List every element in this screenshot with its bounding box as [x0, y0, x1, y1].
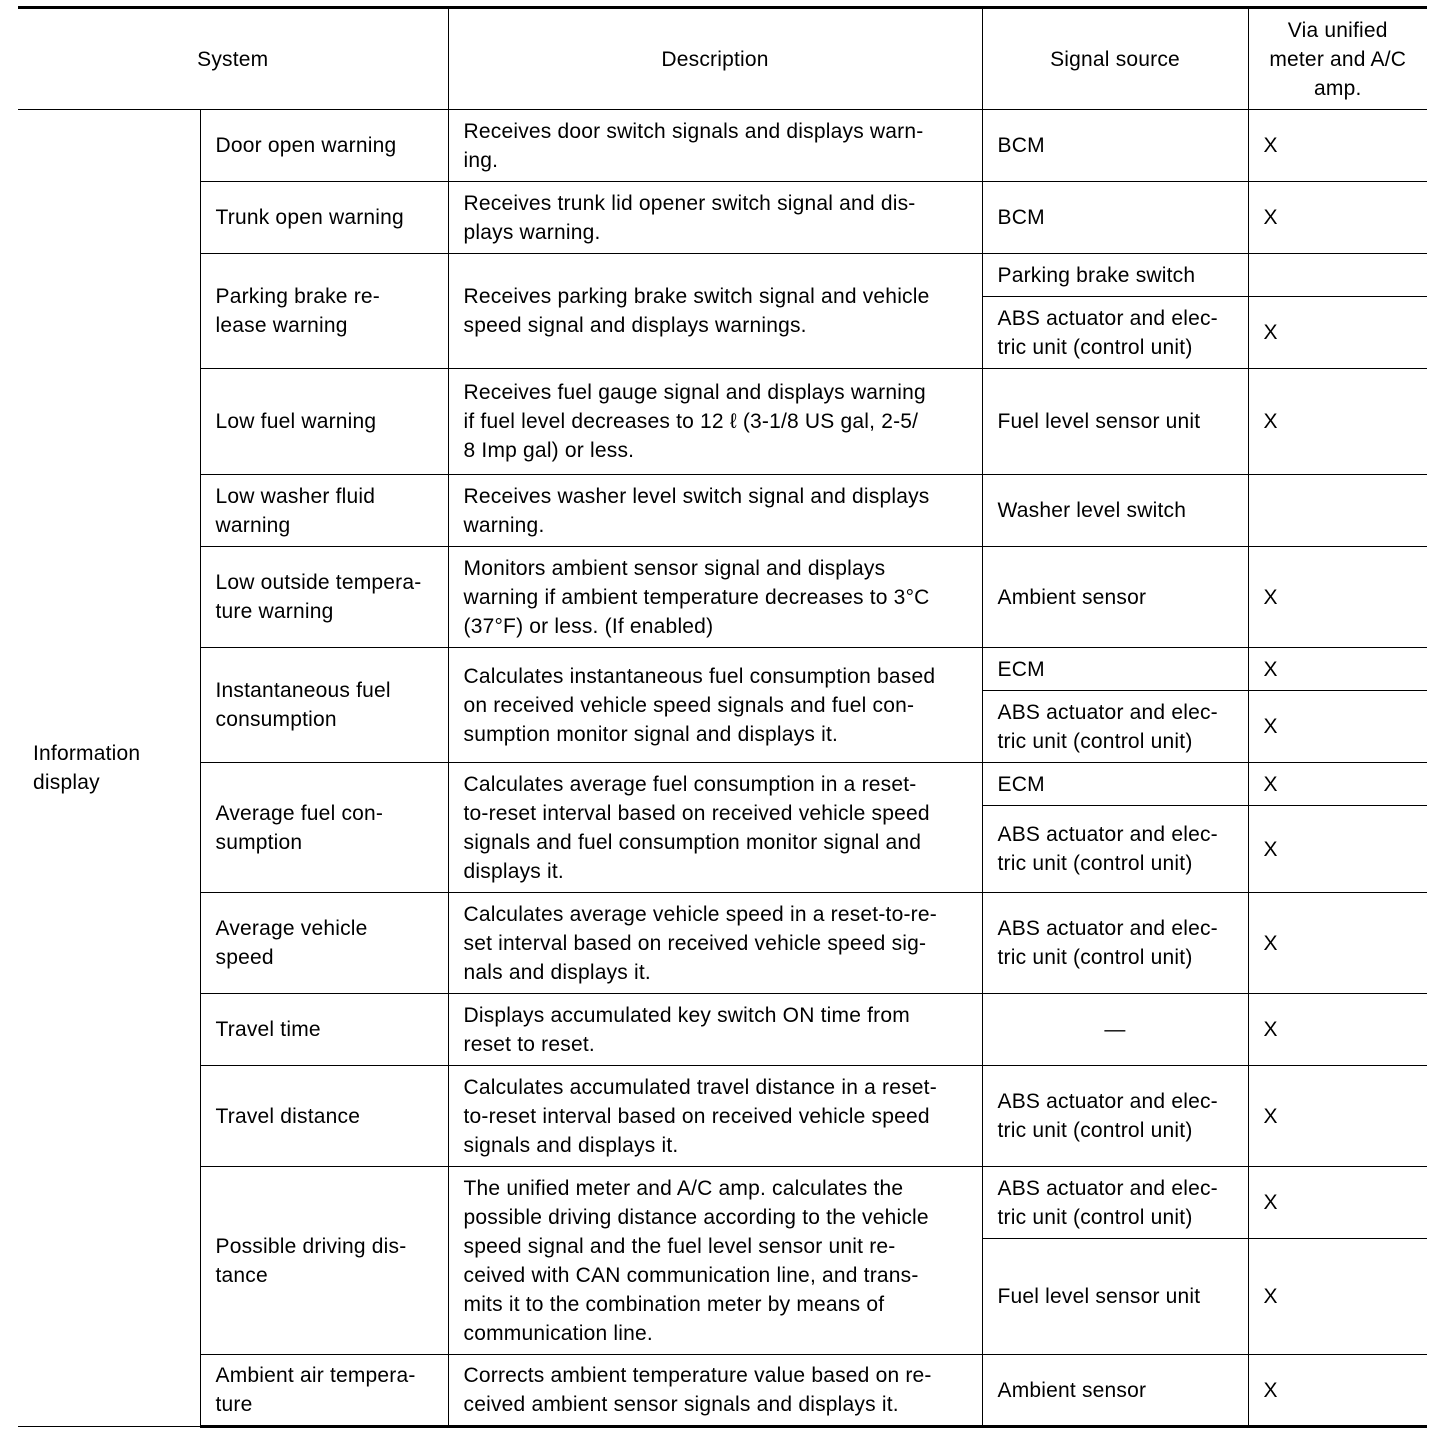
- system-item-description: Receives fuel gauge signal and displays warning if fuel level decreases to 12 ℓ (3-1/8 US gal, 2-5/ 8 Imp gal) or less.: [448, 369, 982, 475]
- system-item-description: Receives door switch signals and displays warn- ing.: [448, 110, 982, 182]
- signal-source: ABS actuator and elec- tric unit (control unit): [982, 1066, 1248, 1167]
- signal-source: ECM: [982, 648, 1248, 691]
- system-item-description: Receives trunk lid opener switch signal and dis- plays warning.: [448, 182, 982, 254]
- table-row: [18, 1167, 1427, 1239]
- system-item-name: Possible driving dis- tance: [200, 1167, 448, 1355]
- header-via-unified-meter: Via unified meter and A/C amp.: [1248, 8, 1427, 110]
- system-item-description: Calculates average vehicle speed in a reset-to-re- set interval based on received vehicle speed sig- nals and displays it.: [448, 893, 982, 994]
- signal-source: BCM: [982, 182, 1248, 254]
- via-unified-meter-mark: X: [1248, 893, 1427, 994]
- via-unified-meter-mark: X: [1248, 369, 1427, 475]
- signal-source: Fuel level sensor unit: [982, 369, 1248, 475]
- signal-source: Ambient sensor: [982, 1355, 1248, 1427]
- signal-source: Washer level switch: [982, 475, 1248, 547]
- via-unified-meter-mark: X: [1248, 547, 1427, 648]
- system-item-name: Door open warning: [200, 110, 448, 182]
- system-item-name: Low outside tempera- ture warning: [200, 547, 448, 648]
- via-unified-meter-mark: X: [1248, 1355, 1427, 1427]
- table-row: [18, 254, 1427, 297]
- signal-source: ABS actuator and elec- tric unit (control unit): [982, 297, 1248, 369]
- table-body: [18, 110, 1427, 1427]
- via-unified-meter-mark: X: [1248, 691, 1427, 763]
- via-unified-meter-mark: X: [1248, 1239, 1427, 1355]
- via-unified-meter-mark: X: [1248, 994, 1427, 1066]
- table-row: [18, 648, 1427, 691]
- table-row: [18, 763, 1427, 806]
- signal-source: BCM: [982, 110, 1248, 182]
- system-item-name: Travel distance: [200, 1066, 448, 1167]
- via-unified-meter-mark: [1248, 254, 1427, 297]
- via-unified-meter-mark: X: [1248, 806, 1427, 893]
- system-item-name: Low fuel warning: [200, 369, 448, 475]
- via-unified-meter-mark: X: [1248, 297, 1427, 369]
- signal-source: Fuel level sensor unit: [982, 1239, 1248, 1355]
- information-display-table: [18, 6, 1427, 1428]
- system-item-description: Receives washer level switch signal and displays warning.: [448, 475, 982, 547]
- system-item-name: Average vehicle speed: [200, 893, 448, 994]
- system-item-description: The unified meter and A/C amp. calculates the possible driving distance according to the vehicle speed signal and the fuel level sensor unit re- ceived with CAN communication line, and trans- mits it to the combination meter by means of communication line.: [448, 1167, 982, 1355]
- via-unified-meter-mark: X: [1248, 1167, 1427, 1239]
- table-row: [18, 110, 1427, 182]
- system-item-description: Calculates instantaneous fuel consumption based on received vehicle speed signals and fuel con- sumption monitor signal and displays it.: [448, 648, 982, 763]
- system-item-description: Calculates average fuel consumption in a reset- to-reset interval based on received vehicle speed signals and fuel consumption monitor signal and displays it.: [448, 763, 982, 893]
- signal-source: —: [982, 994, 1248, 1066]
- system-item-name: Ambient air tempera- ture: [200, 1355, 448, 1427]
- system-item-name: Travel time: [200, 994, 448, 1066]
- table-row: [18, 1355, 1427, 1427]
- system-item-description: Corrects ambient temperature value based on re- ceived ambient sensor signals and displays it.: [448, 1355, 982, 1427]
- group-label: Information display: [18, 110, 200, 1427]
- signal-source: ABS actuator and elec- tric unit (control unit): [982, 1167, 1248, 1239]
- signal-source: ABS actuator and elec- tric unit (control unit): [982, 806, 1248, 893]
- signal-source: ABS actuator and elec- tric unit (control unit): [982, 893, 1248, 994]
- signal-source: Parking brake switch: [982, 254, 1248, 297]
- system-item-description: Displays accumulated key switch ON time from reset to reset.: [448, 994, 982, 1066]
- header-system: System: [18, 8, 448, 110]
- table-row: [18, 994, 1427, 1066]
- header-description: Description: [448, 8, 982, 110]
- system-item-description: Monitors ambient sensor signal and displays warning if ambient temperature decreases to 3°C (37°F) or less. (If enabled): [448, 547, 982, 648]
- via-unified-meter-mark: X: [1248, 182, 1427, 254]
- system-item-name: Low washer fluid warning: [200, 475, 448, 547]
- system-item-name: Trunk open warning: [200, 182, 448, 254]
- header-signal-source: Signal source: [982, 8, 1248, 110]
- header-row: [18, 8, 1427, 110]
- system-item-description: Calculates accumulated travel distance in a reset- to-reset interval based on received vehicle speed signals and displays it.: [448, 1066, 982, 1167]
- system-item-description: Receives parking brake switch signal and vehicle speed signal and displays warnings.: [448, 254, 982, 369]
- table-row: [18, 475, 1427, 547]
- system-item-name: Parking brake re- lease warning: [200, 254, 448, 369]
- table-row: [18, 547, 1427, 648]
- signal-source: ECM: [982, 763, 1248, 806]
- system-item-name: Average fuel con- sumption: [200, 763, 448, 893]
- via-unified-meter-mark: X: [1248, 1066, 1427, 1167]
- signal-source: ABS actuator and elec- tric unit (control unit): [982, 691, 1248, 763]
- table-row: [18, 893, 1427, 994]
- via-unified-meter-mark: X: [1248, 763, 1427, 806]
- via-unified-meter-mark: X: [1248, 648, 1427, 691]
- system-item-name: Instantaneous fuel consumption: [200, 648, 448, 763]
- table-row: [18, 1066, 1427, 1167]
- via-unified-meter-mark: [1248, 475, 1427, 547]
- table-row: [18, 182, 1427, 254]
- table-row: [18, 369, 1427, 475]
- via-unified-meter-mark: X: [1248, 110, 1427, 182]
- signal-source: Ambient sensor: [982, 547, 1248, 648]
